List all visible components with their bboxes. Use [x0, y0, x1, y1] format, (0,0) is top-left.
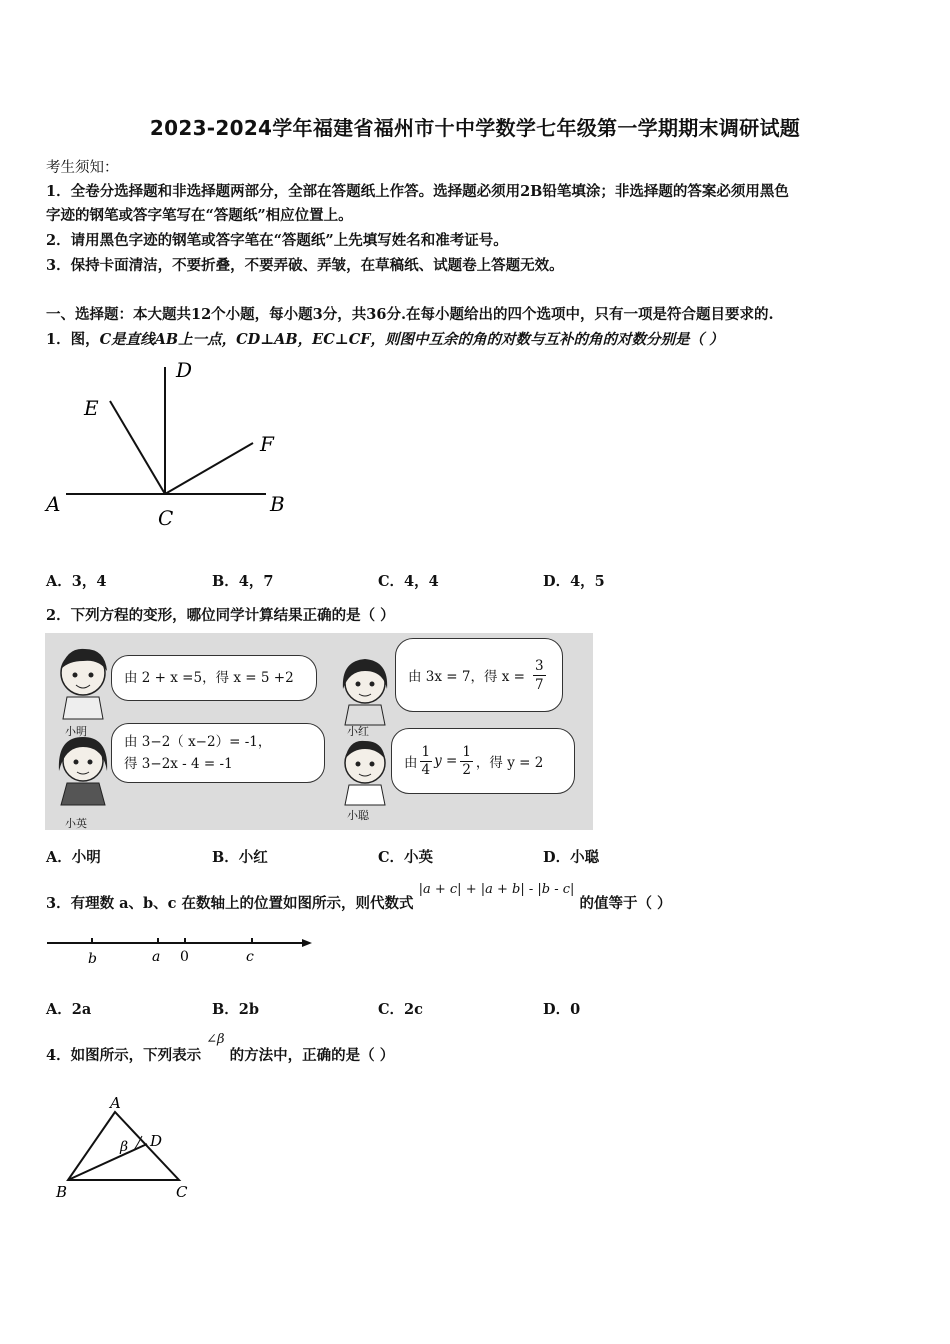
question-2-option-b[interactable]: B．小红 — [212, 849, 268, 866]
fraction-num: 3 — [535, 657, 544, 674]
question-3-option-c[interactable]: C．2c — [378, 1001, 423, 1018]
bubble-ying — [111, 723, 325, 783]
notice-item-2: 2．请用黑色字迹的钢笔或答字笔在“答题纸”上先填写姓名和准考证号。 — [46, 232, 508, 249]
question-2-option-c[interactable]: C．小英 — [378, 849, 434, 866]
bubble-hong-text: 由 3x = 7，得 x = — [408, 669, 525, 685]
label-c: C — [158, 506, 174, 530]
question-2-option-a[interactable]: A．小明 — [46, 849, 101, 866]
question-4-angle: ∠β — [206, 1032, 225, 1047]
question-1-figure — [40, 355, 300, 535]
label-e: E — [84, 396, 99, 420]
question-1-option-a[interactable]: A．3，4 — [46, 573, 107, 590]
page-title: 2023-2024学年福建省福州市十中学数学七年级第一学期期末调研试题 — [149, 116, 801, 140]
question-1-option-b[interactable]: B．4，7 — [212, 573, 274, 590]
question-3-stem-pre: 3．有理数 a、b、c 在数轴上的位置如图所示，则代数式 — [46, 895, 414, 912]
axis-label-a: a — [152, 949, 161, 965]
question-2-stem: 2．下列方程的变形，哪位同学计算结果正确的是（ ） — [46, 607, 395, 624]
notice-heading: 考生须知： — [46, 160, 119, 176]
fraction-den: 7 — [535, 676, 544, 693]
fraction-den: 4 — [421, 761, 431, 778]
notice-item-3: 3．保持卡面清洁，不要折叠，不要弄破、弄皱，在草稿纸、试题卷上答题无效。 — [46, 257, 564, 274]
triangle-figure — [48, 1090, 208, 1210]
kid-ming-icon — [53, 641, 113, 721]
question-1-prefix: 1．图， — [46, 331, 100, 348]
ray-cf — [165, 443, 253, 494]
fraction-1-2 — [460, 744, 473, 779]
tri-label-a: A — [110, 1094, 121, 1112]
label-a: A — [46, 492, 61, 516]
question-2-image — [45, 633, 593, 830]
tri-label-beta: β — [120, 1139, 129, 1155]
ray-ce — [110, 401, 165, 494]
question-3-stem-post: 的值等于（ ） — [579, 895, 672, 912]
bubble-cong — [391, 728, 575, 794]
notice-item-1: 1．全卷分选择题和非选择题两部分，全部在答题纸上作答。选择题必须用2B铅笔填涂；非选择题的答案必须用黑色 — [46, 183, 789, 200]
axis-label-zero: 0 — [180, 949, 189, 965]
name-ming: 小明 — [65, 725, 87, 738]
bubble-ying-line-2: 得 3−2x - 4 = -1 — [124, 756, 233, 772]
bubble-cong-pre: 由 — [404, 755, 418, 771]
tri-label-b: B — [56, 1183, 68, 1201]
question-2-option-d[interactable]: D．小聪 — [543, 849, 600, 866]
bubble-ming: 由 2 + x =5，得 x = 5 +2 — [111, 655, 317, 701]
tri-label-c: C — [176, 1183, 188, 1201]
number-line-arrow-icon — [302, 939, 312, 947]
question-3-option-a[interactable]: A．2a — [46, 1001, 92, 1018]
label-b: B — [270, 492, 285, 516]
question-1-text: C是直线AB上一点，CD⊥AB，EC⊥CF，则图中互余的角的对数与互补的角的对数分别是（ ） — [99, 331, 724, 348]
fraction-num: 1 — [421, 743, 431, 760]
question-4-stem-post: 的方法中，正确的是（ ） — [229, 1047, 395, 1064]
kid-ying-icon — [53, 731, 113, 811]
question-3-option-d[interactable]: D．0 — [543, 1001, 581, 1018]
kid-cong-icon — [335, 733, 395, 813]
question-4-stem-pre: 4．如图所示，下列表示 — [46, 1047, 202, 1064]
bubble-hong — [395, 638, 563, 712]
bubble-cong-mid: y = — [434, 753, 458, 769]
fraction-num: 1 — [462, 743, 471, 760]
question-3-expression: |a + c| + |a + b| - |b - c| — [418, 882, 575, 897]
question-1-stem — [46, 328, 724, 349]
fraction-den: 2 — [462, 761, 471, 778]
name-ying: 小英 — [65, 817, 87, 830]
question-3-option-b[interactable]: B．2b — [212, 1001, 259, 1018]
question-1-option-d[interactable]: D．4，5 — [543, 573, 605, 590]
axis-label-b: b — [88, 951, 97, 967]
question-4-stem — [46, 1032, 395, 1065]
name-hong: 小红 — [347, 725, 369, 738]
bubble-ying-line-1: 由 3−2（ x−2）= -1， — [124, 734, 272, 750]
axis-label-c: c — [246, 949, 254, 965]
notice-item-1-cont: 字迹的钢笔或答字笔写在“答题纸”相应位置上。 — [46, 207, 353, 224]
question-1-option-c[interactable]: C．4，4 — [378, 573, 439, 590]
name-cong: 小聪 — [347, 809, 369, 822]
tri-label-d: D — [150, 1132, 163, 1150]
fraction-3-7 — [533, 657, 546, 694]
kid-hong-icon — [335, 651, 395, 731]
section-heading: 一、选择题：本大题共12个小题，每小题3分，共36分.在每小题给出的四个选项中，只有一项是符合题目要求的. — [46, 306, 774, 323]
label-d: D — [176, 358, 193, 382]
fraction-1-4 — [420, 744, 433, 779]
label-f: F — [260, 432, 274, 456]
question-3-stem — [46, 882, 672, 913]
number-line-figure — [44, 932, 324, 972]
bubble-cong-post: ，得 y = 2 — [475, 755, 544, 771]
